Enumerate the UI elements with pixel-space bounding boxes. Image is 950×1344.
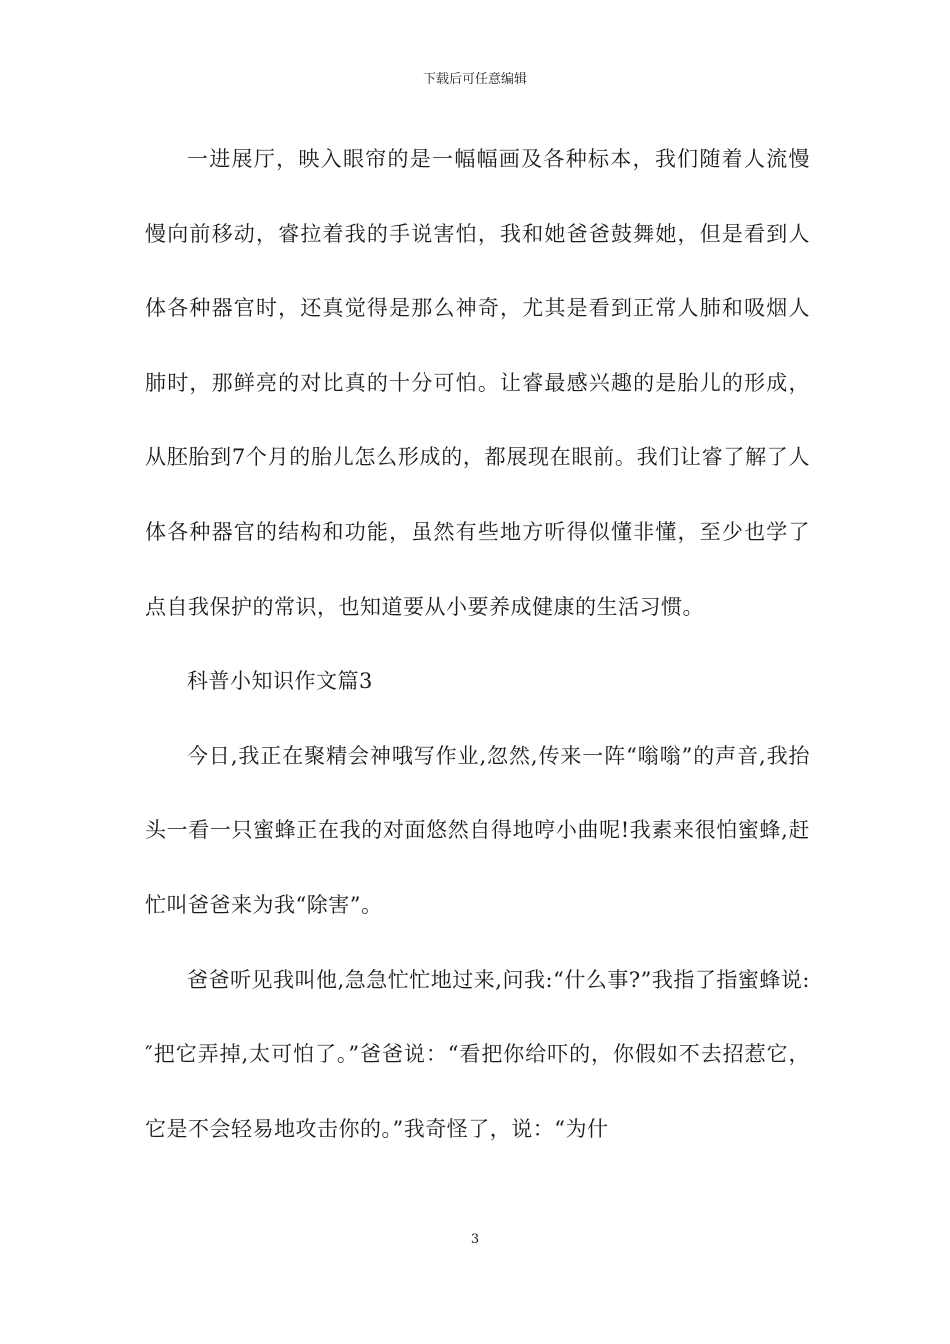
section-heading: 科普小知识作文篇3: [187, 669, 373, 694]
page-header: 下载后可任意编辑: [422, 72, 527, 87]
paragraph-dad-dialogue: 爸爸听见我叫他,急急忙忙地过来,问我:“什么事?”我指了指蜜蜂说:″把它弄掉,太可怕了。”爸爸说：“看把你给吓的，你假如不去招惹它，它是不会轻易地攻击你的。”我奇怪了，说：“为什: [145, 967, 810, 1141]
document-body: [145, 122, 810, 1166]
paragraph-bee-intro: 今日,我正在聚精会神哦写作业,忽然,传来一阵“嗡嗡”的声音,我抬头一看一只蜜蜂正在我的对面悠然自得地哼小曲呢!我素来很怕蜜蜂,赶忙叫爸爸来为我“除害”。: [145, 743, 810, 917]
page-number: 3: [470, 1232, 480, 1247]
paragraph-exhibition: 一进展厅，映入眼帘的是一幅幅画及各种标本，我们随着人流慢慢向前移动，睿拉着我的手说害怕，我和她爸爸鼓舞她，但是看到人体各种器官时，还真觉得是那么神奇，尤其是看到正常人肺和吸烟人肺时，那鲜亮的对比真的十分可怕。让睿最感兴趣的是胎儿的形成，从胚胎到7个月的胎儿怎么形成的，都展现在眼前。我们让睿了解了人体各种器官的结构和功能，虽然有些地方听得似懂非懂，至少也学了点自我保护的常识，也知道要从小要养成健康的生活习惯。: [145, 147, 810, 619]
